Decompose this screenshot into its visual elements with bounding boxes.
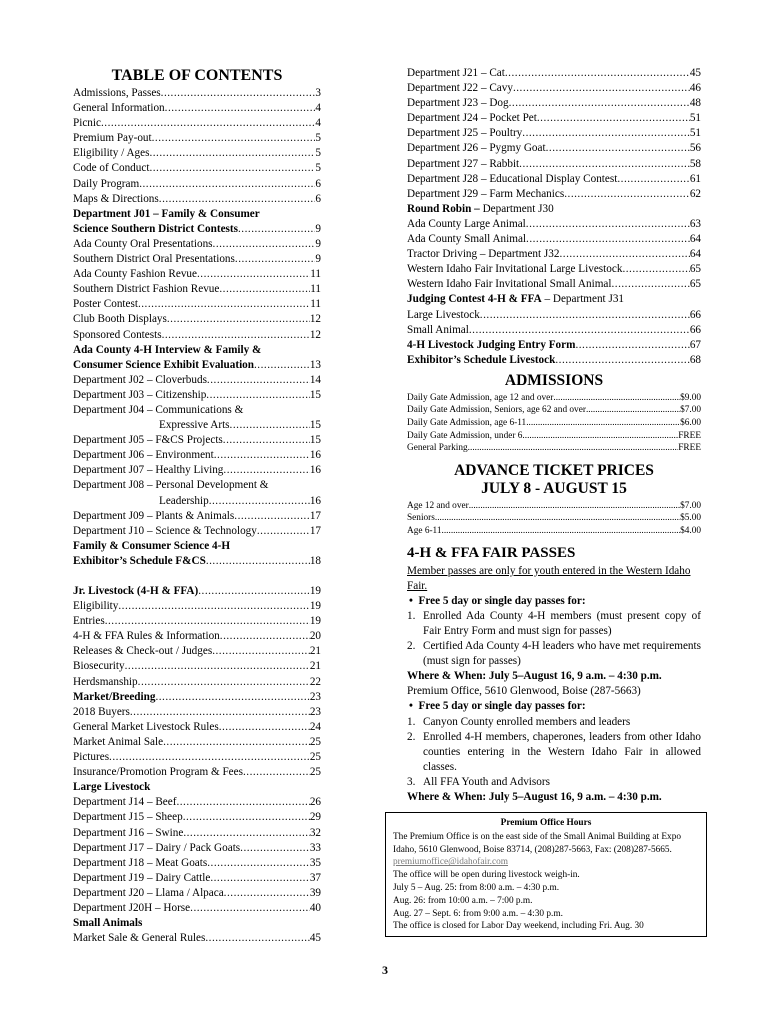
toc-section-heading: Small Animals [73, 917, 143, 930]
advance-item [407, 500, 701, 513]
toc-entry-page: 21 [309, 660, 321, 673]
toc-entry[interactable] [407, 277, 701, 292]
toc-entry-page: 25 [309, 751, 321, 764]
list-text: Enrolled 4-H members, chaperones, leaders from other Idaho counties entering in the Western Idaho Fair in allowed classes. [423, 730, 701, 773]
toc-entry[interactable] [73, 629, 321, 644]
toc-entry-label: Market Animal Sale [73, 735, 164, 748]
toc-entry[interactable] [73, 252, 321, 267]
list-number: 2. [407, 730, 416, 743]
toc-entry[interactable] [73, 856, 321, 871]
toc-entry-page: 65 [689, 263, 701, 276]
toc-entry-page: 17 [309, 524, 321, 537]
toc-entry-page: 11 [310, 283, 321, 296]
toc-entry-page: 32 [309, 826, 321, 839]
toc-right-list [407, 66, 701, 368]
toc-entry[interactable] [73, 146, 321, 161]
toc-entry-page: 33 [309, 841, 321, 854]
toc-entry[interactable] [73, 494, 321, 509]
toc-entry-page: 63 [689, 217, 701, 230]
advance-item [407, 525, 701, 538]
admissions-list [407, 392, 701, 455]
toc-entry-page: 4 [315, 102, 321, 115]
admissions-title: ADMISSIONS [504, 371, 604, 389]
toc-entry-page: 9 [315, 222, 321, 235]
toc-entry-label: Department J22 – Cavy [407, 82, 513, 95]
toc-entry-label: Market/Breeding [73, 690, 156, 703]
toc-entry-label: Department J21 – Cat [407, 67, 505, 79]
toc-entry-page: 66 [689, 308, 701, 321]
toc-entry[interactable] [73, 871, 321, 886]
toc-entry-page: 3 [315, 87, 321, 99]
hours-line: Aug. 26: from 10:00 a.m. – 7:00 p.m. [393, 895, 533, 906]
toc-entry-page: 25 [309, 735, 321, 748]
toc-entry[interactable] [73, 373, 321, 388]
where-when: Where & When: July 5–August 16, 9 a.m. – 4:30 p.m. [407, 791, 662, 804]
toc-entry[interactable] [73, 524, 321, 539]
admission-item [407, 430, 701, 443]
toc-entry-label: Department J26 – Pygmy Goat [407, 142, 546, 155]
passes-bullet-text: Free 5 day or single day passes for: [418, 700, 586, 713]
toc-entry-label: Exhibitor’s Schedule F&CS [73, 554, 206, 567]
list-text: Enrolled Ada County 4-H members (must present copy of Fair Entry Form and must sign for passes) [423, 609, 701, 637]
toc-entry-label: Department J25 – Poultry [407, 127, 523, 140]
toc-entry-page: 22 [309, 675, 321, 688]
toc-section-heading [407, 292, 701, 307]
toc-entry-label: Exhibitor’s Schedule Livestock [407, 353, 556, 366]
toc-entry-label: Department J14 – Beef [73, 796, 177, 809]
passes-bullet [407, 594, 701, 609]
toc-entry[interactable] [73, 358, 321, 373]
toc-entry-heading: Department J08 – Personal Development & [73, 479, 269, 492]
fair-passes-title: 4-H & FFA FAIR PASSES [407, 544, 576, 561]
toc-entry-label: Department J28 – Educational Display Contest [407, 172, 618, 185]
toc-entry-label: Code of Conduct [73, 162, 150, 175]
admission-item [407, 404, 701, 417]
toc-entry-page: 9 [315, 237, 321, 250]
toc-entry-page: 67 [689, 338, 701, 351]
toc-entry-label: Ada County Large Animal [407, 217, 526, 230]
toc-entry[interactable] [407, 247, 701, 262]
admission-label: Daily Gate Admission, under 6 [407, 430, 523, 441]
toc-entry-label: Department J10 – Science & Technology [73, 524, 257, 537]
toc-entry-page: 19 [309, 600, 321, 613]
toc-entry-label: Department J17 – Dairy / Pack Goats [73, 841, 241, 854]
toc-entry-page: 23 [309, 690, 321, 703]
toc-entry-page: 45 [689, 67, 701, 79]
toc-entry[interactable] [73, 116, 321, 131]
hours-title: Premium Office Hours [500, 818, 592, 828]
toc-entry[interactable] [73, 584, 321, 599]
toc-entry-label: Science Southern District Contests [73, 222, 238, 235]
hours-description [393, 831, 699, 869]
toc-entry-page: 16 [309, 464, 321, 477]
toc-entry-label: Department J06 – Environment [73, 449, 214, 462]
list-text: All FFA Youth and Advisors [423, 775, 550, 788]
toc-entry[interactable] [73, 297, 321, 312]
toc-entry-label: Ada County Fashion Revue [73, 268, 197, 281]
admission-item [407, 442, 701, 455]
toc-entry[interactable] [73, 886, 321, 901]
toc-entry-page: 68 [689, 353, 701, 366]
toc-entry-label: Consumer Science Exhibit Evaluation [73, 358, 254, 371]
toc-entry-label: Western Idaho Fair Invitational Small Animal [407, 278, 612, 291]
toc-entry-label: Eligibility / Ages [73, 147, 150, 160]
toc-entry[interactable] [73, 282, 321, 297]
toc-entry-page: 21 [309, 645, 321, 658]
toc-entry[interactable] [407, 66, 701, 81]
toc-entry[interactable] [73, 901, 321, 916]
toc-entry-label: Picnic [73, 117, 101, 130]
list-number: 1. [407, 715, 416, 728]
toc-entry-page: 64 [689, 248, 701, 261]
admission-price: FREE [678, 443, 701, 454]
toc-entry[interactable] [407, 353, 701, 368]
toc-entry-label: Department J23 – Dog [407, 97, 509, 110]
toc-entry-page: 29 [309, 811, 321, 824]
toc-entry[interactable] [407, 111, 701, 126]
admission-label: Daily Gate Admission, age 6-11 [407, 418, 527, 429]
toc-entry-page: 24 [309, 720, 321, 733]
toc-entry-label: 4-H Livestock Judging Entry Form [407, 338, 576, 351]
bullet-icon: • [409, 594, 419, 607]
toc-entry-label: Pictures [73, 751, 110, 764]
toc-entry-label: Poster Contest [73, 298, 138, 311]
toc-entry-page: 17 [309, 509, 321, 522]
toc-entry-label: Department J16 – Swine [73, 826, 184, 839]
premium-office-hours-box [385, 812, 707, 937]
toc-entry-page: 16 [309, 494, 321, 507]
admission-price: $6.00 [680, 418, 701, 429]
toc-entry-label: Expressive Arts [159, 419, 230, 432]
toc-entry-page: 51 [689, 127, 701, 140]
list-item [407, 715, 701, 730]
admission-label: Daily Gate Admission, age 12 and over [407, 392, 554, 403]
toc-heading-rest: – Department J31 [541, 293, 625, 306]
toc-entry-label: Department J27 – Rabbit [407, 157, 520, 170]
toc-heading-rest: Department J30 [479, 202, 554, 215]
advance-item [407, 512, 701, 525]
toc-entry[interactable] [73, 222, 321, 237]
toc-entry-label: Department J20H – Horse [73, 901, 191, 914]
toc-entry-label: General Information [73, 102, 165, 115]
toc-entry-label: Market Sale & General Rules [73, 932, 206, 945]
passes-bullet-text: Free 5 day or single day passes for: [418, 594, 586, 607]
advance-list [407, 500, 701, 538]
toc-entry-page: 62 [689, 187, 701, 200]
advance-price: $4.00 [680, 526, 701, 537]
toc-entry[interactable] [73, 599, 321, 614]
toc-entry-label: Ada County Small Animal [407, 233, 527, 246]
toc-entry[interactable] [73, 841, 321, 856]
toc-entry[interactable] [73, 86, 321, 101]
toc-entry-label: Tractor Driving – Department J32 [407, 248, 560, 261]
toc-entry-label: Large Livestock [407, 308, 480, 321]
toc-entry[interactable] [73, 131, 321, 146]
toc-entry-label: Ada County Oral Presentations [73, 237, 213, 250]
toc-entry[interactable] [73, 705, 321, 720]
admission-price: $9.00 [680, 392, 701, 403]
toc-entry-label: Biosecurity [73, 660, 125, 673]
toc-entry-label: Club Booth Displays [73, 313, 167, 326]
spacer [73, 569, 321, 584]
toc-entry-page: 18 [309, 554, 321, 567]
toc-entry-page: 35 [309, 856, 321, 869]
toc-entry-page: 37 [309, 871, 321, 884]
toc-entry-page: 16 [309, 449, 321, 462]
toc-entry[interactable] [73, 192, 321, 207]
toc-entry-page: 56 [689, 142, 701, 155]
toc-left-list [73, 86, 321, 946]
toc-entry-label: Southern District Fashion Revue [73, 283, 220, 296]
toc-entry-label: Western Idaho Fair Invitational Large Livestock [407, 263, 623, 276]
toc-entry[interactable] [73, 328, 321, 343]
toc-entry[interactable] [73, 433, 321, 448]
toc-entry-label: Department J24 – Pocket Pet [407, 112, 537, 125]
toc-entry[interactable] [73, 675, 321, 690]
advance-price: $7.00 [680, 500, 701, 511]
toc-entry[interactable] [73, 267, 321, 282]
toc-entry-page: 46 [689, 82, 701, 95]
hours-line: July 5 – Aug. 25: from 8:00 a.m. – 4:30 p.m. [393, 882, 560, 893]
toc-entry[interactable] [73, 690, 321, 705]
toc-heading-bold: Round Robin – [407, 202, 480, 215]
toc-entry-page: 58 [689, 157, 701, 170]
toc-entry[interactable] [407, 96, 701, 111]
toc-entry-label: Department J03 – Citizenship [73, 388, 207, 401]
toc-entry[interactable] [73, 101, 321, 116]
email-link[interactable]: premiumoffice@idahofair.com [393, 857, 509, 868]
toc-entry-page: 11 [310, 268, 321, 281]
toc-entry[interactable] [407, 217, 701, 232]
advance-ticket-title: ADVANCE TICKET PRICES [454, 461, 654, 479]
toc-entry-page: 48 [689, 97, 701, 110]
toc-entry[interactable] [407, 126, 701, 141]
toc-entry[interactable] [407, 338, 701, 353]
toc-entry-page: 39 [309, 886, 321, 899]
toc-entry[interactable] [73, 388, 321, 403]
toc-entry-label: Department J18 – Meat Goats [73, 856, 208, 869]
toc-entry-page: 15 [309, 434, 321, 447]
toc-entry[interactable] [407, 323, 701, 338]
right-column [407, 66, 701, 805]
toc-entry-page: 5 [315, 162, 321, 175]
toc-left-column [73, 66, 321, 946]
admission-item [407, 392, 701, 405]
hours-line: The office will be open during livestock weigh-in. [393, 870, 580, 881]
toc-section-heading: Department J01 – Family & Consumer [73, 207, 260, 220]
toc-entry-label: General Market Livestock Rules [73, 720, 219, 733]
toc-entry-page: 65 [689, 278, 701, 291]
page-number: 3 [382, 963, 388, 977]
toc-entry-page: 25 [309, 766, 321, 779]
toc-entry[interactable] [73, 312, 321, 327]
toc-entry-label: Department J29 – Farm Mechanics [407, 187, 565, 200]
toc-entry[interactable] [73, 720, 321, 735]
toc-entry-page: 64 [689, 233, 701, 246]
toc-entry-page: 26 [309, 796, 321, 809]
toc-entry[interactable] [73, 614, 321, 629]
toc-entry-label: Insurance/Promotion Program & Fees [73, 766, 243, 779]
toc-entry-label: Department J19 – Dairy Cattle [73, 871, 211, 884]
toc-entry[interactable] [73, 463, 321, 478]
toc-entry-page: 5 [315, 132, 321, 145]
hours-text: The Premium Office is on the east side of the Small Animal Building at Expo Idaho, 5610 Glenwood, Boise 83714, (208)287-5663, Fax: (208)287-5665. [393, 831, 681, 855]
toc-section-heading: Large Livestock [73, 781, 151, 794]
toc-section-heading [407, 202, 701, 217]
list-text: Certified Ada County 4-H leaders who have met requirements (must sign for passes) [423, 640, 701, 668]
toc-entry-label: Leadership [159, 494, 209, 507]
advance-label: Seniors [407, 513, 435, 524]
toc-entry-label: 4-H & FFA Rules & Information [73, 630, 220, 643]
toc-entry-label: Admissions, Passes [73, 87, 161, 99]
toc-entry-page: 45 [309, 932, 321, 945]
toc-entry-page: 13 [309, 358, 321, 371]
toc-title: TABLE OF CONTENTS [111, 67, 283, 84]
toc-entry-page: 6 [315, 192, 321, 205]
toc-entry[interactable] [73, 795, 321, 810]
advance-label: Age 6-11 [407, 526, 442, 537]
toc-entry-label: Department J20 – Llama / Alpaca [73, 886, 224, 899]
admission-item [407, 417, 701, 430]
toc-entry[interactable] [73, 826, 321, 841]
toc-entry-page: 19 [309, 615, 321, 628]
toc-entry[interactable] [407, 157, 701, 172]
toc-entry-page: 14 [309, 373, 321, 386]
toc-entry-label: Eligibility [73, 600, 119, 613]
toc-entry[interactable] [407, 308, 701, 323]
toc-entry-page: 19 [309, 585, 321, 597]
toc-entry[interactable] [407, 187, 701, 202]
toc-entry-page: 15 [309, 419, 321, 432]
toc-entry[interactable] [73, 659, 321, 674]
advance-label: Age 12 and over [407, 500, 469, 511]
bullet-icon: • [409, 700, 419, 713]
toc-entry-page: 4 [315, 117, 321, 130]
advance-ticket-dates: JULY 8 - AUGUST 15 [481, 479, 627, 497]
list-number: 2. [407, 640, 416, 653]
toc-entry[interactable] [407, 232, 701, 247]
toc-entry[interactable] [407, 141, 701, 156]
list-text: Canyon County enrolled members and leaders [423, 715, 631, 728]
list-item [407, 730, 701, 775]
toc-entry-label: Herdsmanship [73, 675, 138, 688]
toc-entry-page: 20 [309, 630, 321, 643]
toc-section-heading: Family & Consumer Science 4-H [73, 539, 231, 552]
premium-office-address: Premium Office, 5610 Glenwood, Boise (287-5663) [407, 685, 641, 698]
fair-passes-body [407, 564, 701, 806]
toc-entry-page: 51 [689, 112, 701, 125]
toc-entry-heading: Department J04 – Communications & [73, 403, 244, 416]
toc-entry-label: Maps & Directions [73, 192, 159, 205]
list-number: 3. [407, 775, 416, 788]
toc-entry-label: Entries [73, 615, 105, 628]
toc-entry[interactable] [73, 161, 321, 176]
toc-entry[interactable] [73, 237, 321, 252]
where-when: Where & When: July 5–August 16, 9 a.m. – 4:30 p.m. [407, 670, 662, 683]
toc-entry-page: 40 [309, 901, 321, 914]
toc-entry[interactable] [407, 81, 701, 96]
list-item [407, 775, 701, 790]
toc-entry-label: Department J05 – F&CS Projects [73, 434, 223, 447]
toc-entry-page: 6 [315, 177, 321, 190]
toc-entry[interactable] [73, 509, 321, 524]
toc-entry-label: Sponsored Contests [73, 328, 162, 341]
list-item [407, 609, 701, 639]
list-number: 1. [407, 609, 416, 622]
toc-entry[interactable] [407, 262, 701, 277]
toc-entry[interactable] [73, 931, 321, 946]
toc-entry-label: 2018 Buyers [73, 705, 130, 718]
toc-entry-label: Department J07 – Healthy Living [73, 464, 224, 477]
toc-entry[interactable] [73, 448, 321, 463]
toc-entry[interactable] [73, 750, 321, 765]
toc-entry[interactable] [73, 177, 321, 192]
toc-heading-bold: Judging Contest 4-H & FFA [407, 293, 542, 306]
hours-line: Aug. 27 – Sept. 6: from 9:00 a.m. – 4:30 p.m. [393, 908, 563, 919]
passes-bullet [407, 699, 701, 714]
toc-entry-page: 66 [689, 323, 701, 336]
toc-section-heading: Ada County 4-H Interview & Family & [73, 343, 262, 356]
toc-entry-page: 61 [689, 172, 701, 185]
toc-entry-page: 9 [315, 253, 321, 266]
toc-entry-page: 11 [310, 298, 321, 311]
toc-entry-page: 12 [309, 328, 321, 341]
toc-entry-label: Jr. Livestock (4-H & FFA) [73, 585, 199, 597]
passes-intro: Member passes are only for youth entered in the Western Idaho Fair. [407, 564, 691, 592]
toc-entry[interactable] [73, 554, 321, 569]
toc-entry-label: Small Animal [407, 323, 469, 336]
toc-entry-label: Department J15 – Sheep [73, 811, 183, 824]
toc-entry-page: 12 [309, 313, 321, 326]
toc-entry-label: Department J02 – Cloverbuds [73, 373, 207, 386]
admission-price: $7.00 [680, 405, 701, 416]
toc-entry-label: Releases & Check-out / Judges [73, 645, 213, 658]
toc-entry-page: 15 [309, 388, 321, 401]
toc-entry-page: 5 [315, 147, 321, 160]
admission-price: FREE [678, 430, 701, 441]
toc-entry[interactable] [73, 765, 321, 780]
toc-entry[interactable] [73, 644, 321, 659]
hours-line: The office is closed for Labor Day weekend, including Fri. Aug. 30 [393, 921, 644, 932]
toc-entry-label: Premium Pay-out [73, 132, 152, 145]
advance-price: $5.00 [680, 513, 701, 524]
admission-label: General Parking [407, 443, 468, 454]
toc-entry[interactable] [407, 172, 701, 187]
toc-entry[interactable] [73, 810, 321, 825]
toc-entry-page: 23 [309, 705, 321, 718]
toc-entry-label: Daily Program [73, 177, 140, 190]
toc-entry[interactable] [73, 418, 321, 433]
toc-entry[interactable] [73, 735, 321, 750]
toc-entry-label: Southern District Oral Presentations [73, 253, 235, 266]
toc-entry-label: Department J09 – Plants & Animals [73, 509, 235, 522]
admission-label: Daily Gate Admission, Seniors, age 62 and over [407, 405, 586, 416]
list-item [407, 639, 701, 669]
